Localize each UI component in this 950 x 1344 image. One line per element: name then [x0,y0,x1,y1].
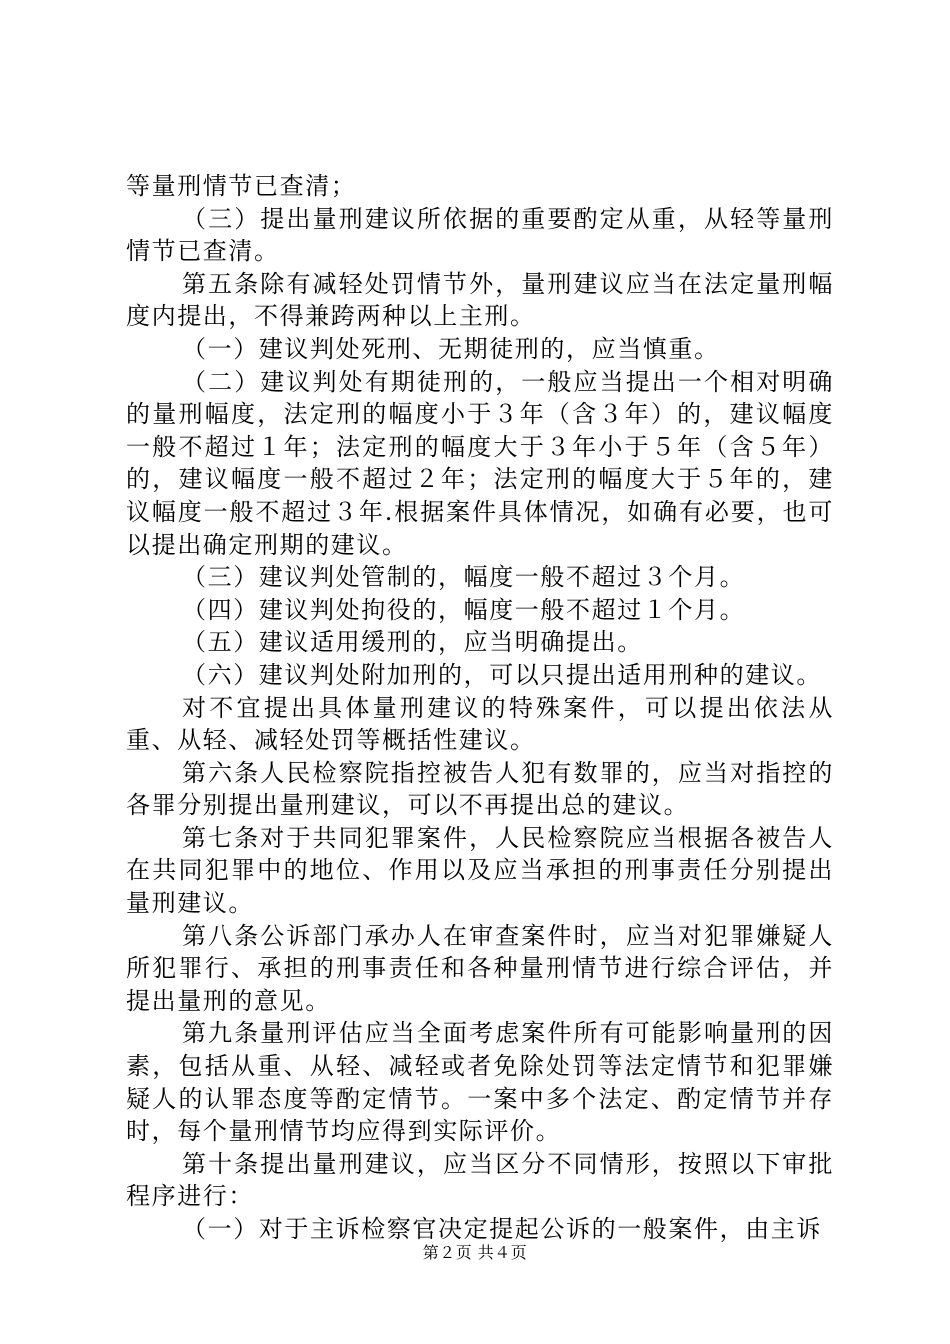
paragraph: 第五条除有减轻处罚情节外，量刑建议应当在法定量刑幅度内提出，不得兼跨两种以上主刑。 [126,269,834,331]
paragraph: （四）建议判处拘役的，幅度一般不超过１个月。 [182,595,746,624]
paragraph: （三）建议判处管制的，幅度一般不超过３个月。 [182,563,746,592]
paragraph: 对不宜提出具体量刑建议的特殊案件，可以提出依法从重、从轻、减轻处罚等概括性建议。 [126,693,834,755]
paragraph: （一）对于主诉检察官决定提起公诉的一般案件，由主诉 [182,1215,822,1243]
paragraph: 第六条人民检察院指控被告人犯有数罪的，应当对指控的各罪分别提出量刑建议，可以不再提出总的建议。 [126,758,834,820]
paragraph: 第八条公诉部门承办人在审查案件时，应当对犯罪嫌疑人所犯罪行、承担的刑事责任和各种量刑情节进行综合评估，并提出量刑的意见。 [126,921,834,1015]
paragraph: 等量刑情节已查清； [126,172,357,200]
paragraph: （一）建议判处死刑、无期徒刑的，应当慎重。 [182,334,720,363]
page-footer: 第２页 共４页 [422,1243,528,1262]
paragraph: （六）建议判处附加刑的，可以只提出适用刑种的建议。 [182,660,822,689]
document-body [126,170,834,1246]
paragraph: （二）建议判处有期徒刑的，一般应当提出一个相对明确的量刑幅度，法定刑的幅度小于３年（含３年）的，建议幅度一般不超过１年；法定刑的幅度大于３年小于５年（含５年）的，建议幅度一般不超过２年；法定刑的幅度大于５年的，建议幅度一般不超过３年.根据案件具体情况，如确有必要，也可以提出确定刑期的建议。 [126,367,834,559]
paragraph: （五）建议适用缓刑的，应当明确提出。 [182,628,643,657]
paragraph: 第十条提出量刑建议，应当区分不同情形，按照以下审批程序进行： [126,1149,834,1211]
paragraph: 第九条量刑评估应当全面考虑案件所有可能影响量刑的因素，包括从重、从轻、减轻或者免除处罚等法定情节和犯罪嫌疑人的认罪态度等酌定情节。一案中多个法定、酌定情节并存时，每个量刑情节均应得到实际评价。 [126,1019,834,1146]
paragraph: 第七条对于共同犯罪案件，人民检察院应当根据各被告人在共同犯罪中的地位、作用以及应当承担的刑事责任分别提出量刑建议。 [126,823,834,918]
paragraph: （三）提出量刑建议所依据的重要酌定从重，从轻等量刑情节已查清。 [126,204,834,266]
